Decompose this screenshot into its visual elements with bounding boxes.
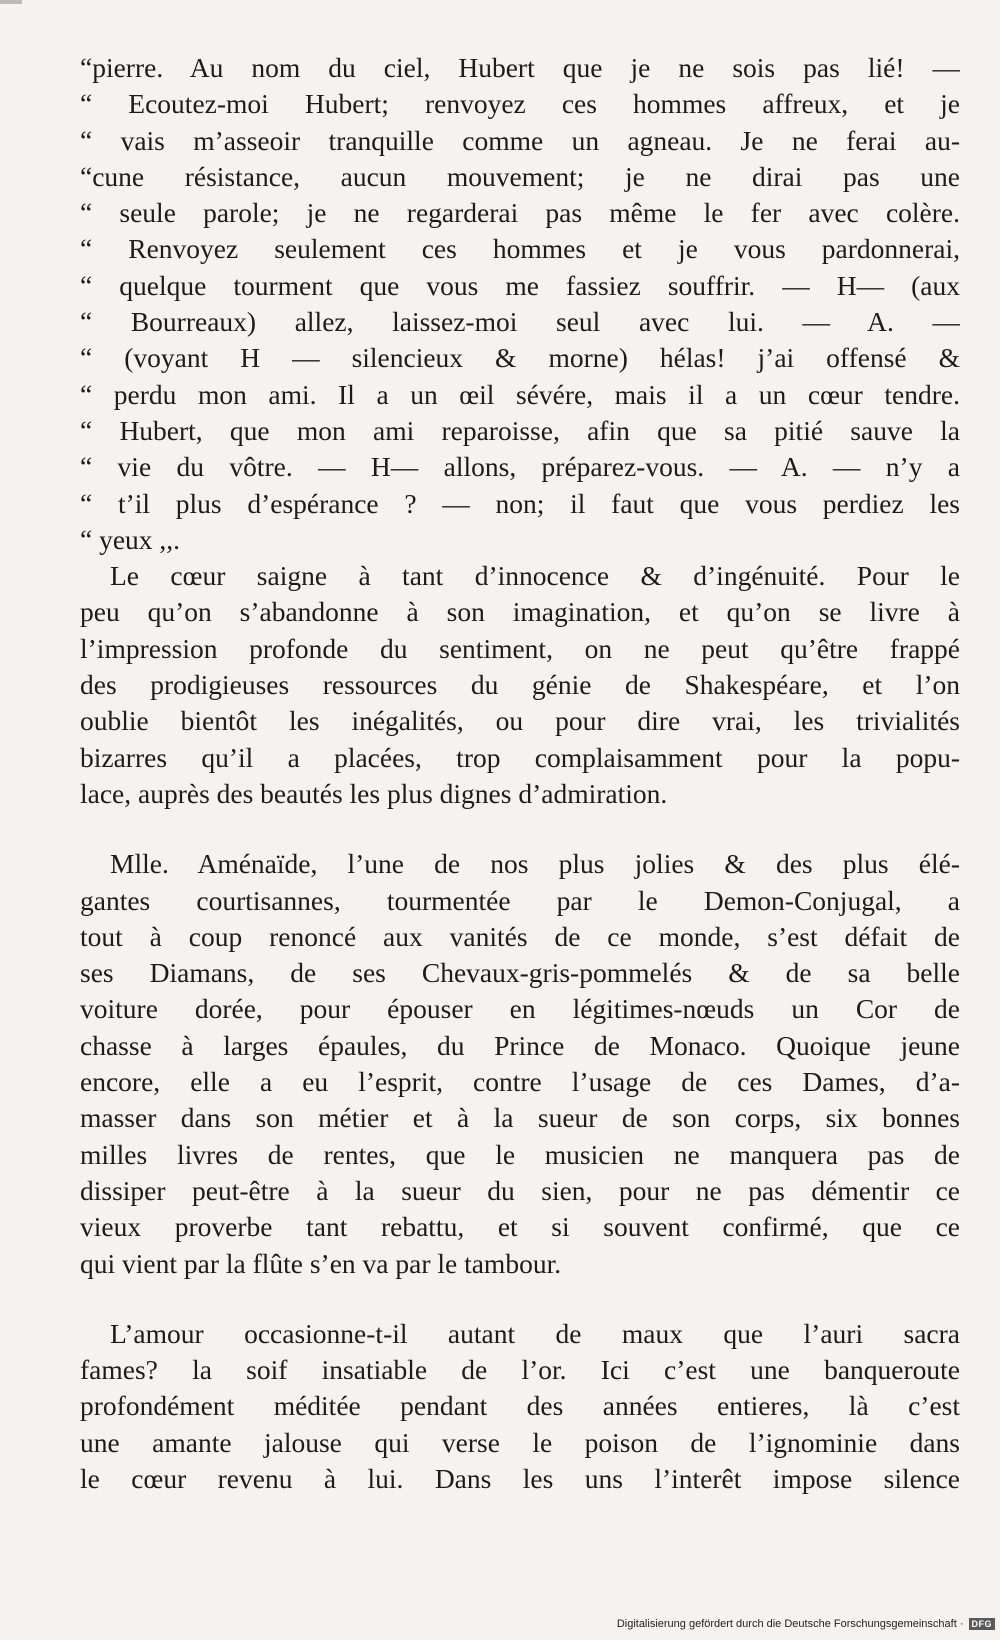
text-line: Le cœur saigne à tant d’innocence & d’ingénuité. Pour le: [110, 560, 960, 592]
text-line: “ seule parole; je ne regarderai pas même le fer avec colère.: [80, 197, 960, 229]
text-line: “ perdu mon ami. Il a un œil sévére, mais il a un cœur tendre.: [80, 378, 960, 410]
footer-text: Digitalisierung gefördert durch die Deutsche Forschungsgemeinschaft ·: [616, 1618, 964, 1630]
text-line: milles livres de rentes, que le musicien ne manquera pas de: [80, 1138, 960, 1170]
text-line: “cune résistance, aucun mouvement; je ne dirai pas une: [80, 160, 960, 192]
text-line: qui vient par la flûte s’en va par le tambour.: [80, 1247, 562, 1279]
text-line: fames? la soif insatiable de l’or. Ici c’est une banqueroute: [80, 1354, 960, 1386]
text-line: le cœur revenu à lui. Dans les uns l’interêt impose silence: [80, 1462, 960, 1494]
text-line: “ Bourreaux) allez, laissez-moi seul avec lui. — A. —: [80, 306, 960, 338]
paragraph-amour: [80, 1316, 960, 1497]
paragraph-gap: [80, 1282, 960, 1316]
text-line: “ quelque tourment que vous me fassiez souffrir. — H— (aux: [80, 269, 960, 301]
text-line: peu qu’on s’abandonne à son imagination, et qu’on se livre à: [80, 596, 960, 628]
paragraph-commentary: [80, 558, 960, 812]
page-edge-mark: [0, 0, 22, 4]
text-line: dissiper peut-être à la sueur du sien, pour ne pas démentir ce: [80, 1174, 960, 1206]
text-line: Mlle. Aménaïde, l’une de nos plus jolies & des plus élé-: [110, 848, 960, 880]
paragraph-amenaide: [80, 846, 960, 1282]
text-line: “ Hubert, que mon ami reparoisse, afin que sa pitié sauve la: [80, 414, 960, 446]
text-line: “ Ecoutez-moi Hubert; renvoyez ces hommes affreux, et je: [80, 88, 960, 120]
paragraph-gap: [80, 812, 960, 846]
text-line: “ vais m’asseoir tranquille comme un agneau. Je ne ferai au-: [80, 124, 960, 156]
text-line: chasse à larges épaules, du Prince de Monaco. Quoique jeune: [80, 1029, 960, 1061]
text-line: “ (voyant H — silencieux & morne) hélas! j’ai offensé &: [80, 342, 960, 374]
text-line: une amante jalouse qui verse le poison de l’ignominie dans: [80, 1426, 960, 1458]
text-line: ses Diamans, de ses Chevaux-gris-pommelés & de sa belle: [80, 957, 960, 989]
text-line: l’impression profonde du sentiment, on ne peut qu’être frappé: [80, 632, 960, 664]
text-line: vieux proverbe tant rebattu, et si souvent confirmé, que ce: [80, 1211, 960, 1243]
text-line: oublie bientôt les inégalités, ou pour dire vrai, les trivialités: [80, 705, 960, 737]
text-line: des prodigieuses ressources du génie de Shakespéare, et l’on: [80, 669, 960, 701]
text-line: lace, auprès des beautés les plus dignes d’admiration.: [80, 777, 668, 809]
dfg-logo: DFG: [969, 1618, 996, 1630]
text-line: “ Renvoyez seulement ces hommes et je vous pardonnerai,: [80, 233, 960, 265]
text-line: “ vie du vôtre. — H— allons, préparez-vous. — A. — n’y a: [80, 451, 960, 483]
text-line: “ t’il plus d’espérance ? — non; il faut que vous perdiez les: [80, 487, 960, 519]
text-line: masser dans son métier et à la sueur de son corps, six bonnes: [80, 1102, 960, 1134]
text-line: encore, elle a eu l’esprit, contre l’usage de ces Dames, d’a-: [80, 1066, 960, 1098]
text-line: tout à coup renoncé aux vanités de ce monde, s’est défait de: [80, 920, 960, 952]
page-text: [80, 50, 960, 1497]
text-line: L’amour occasionne-t-il autant de maux que l’auri sacra: [110, 1317, 960, 1349]
text-line: “pierre. Au nom du ciel, Hubert que je ne sois pas lié! —: [80, 52, 960, 83]
paragraph-quote: [80, 50, 960, 558]
text-line: bizarres qu’il a placées, trop complaisamment pour la popu-: [80, 741, 960, 773]
text-line: voiture dorée, pour épouser en légitimes-nœuds un Cor de: [80, 993, 960, 1025]
text-line: gantes courtisannes, tourmentée par le Demon-Conjugal, a: [80, 884, 960, 916]
text-line: profondément méditée pendant des années entieres, là c’est: [80, 1390, 960, 1422]
digitization-footer: [600, 1614, 995, 1634]
text-line: “ yeux ,,.: [80, 523, 181, 555]
